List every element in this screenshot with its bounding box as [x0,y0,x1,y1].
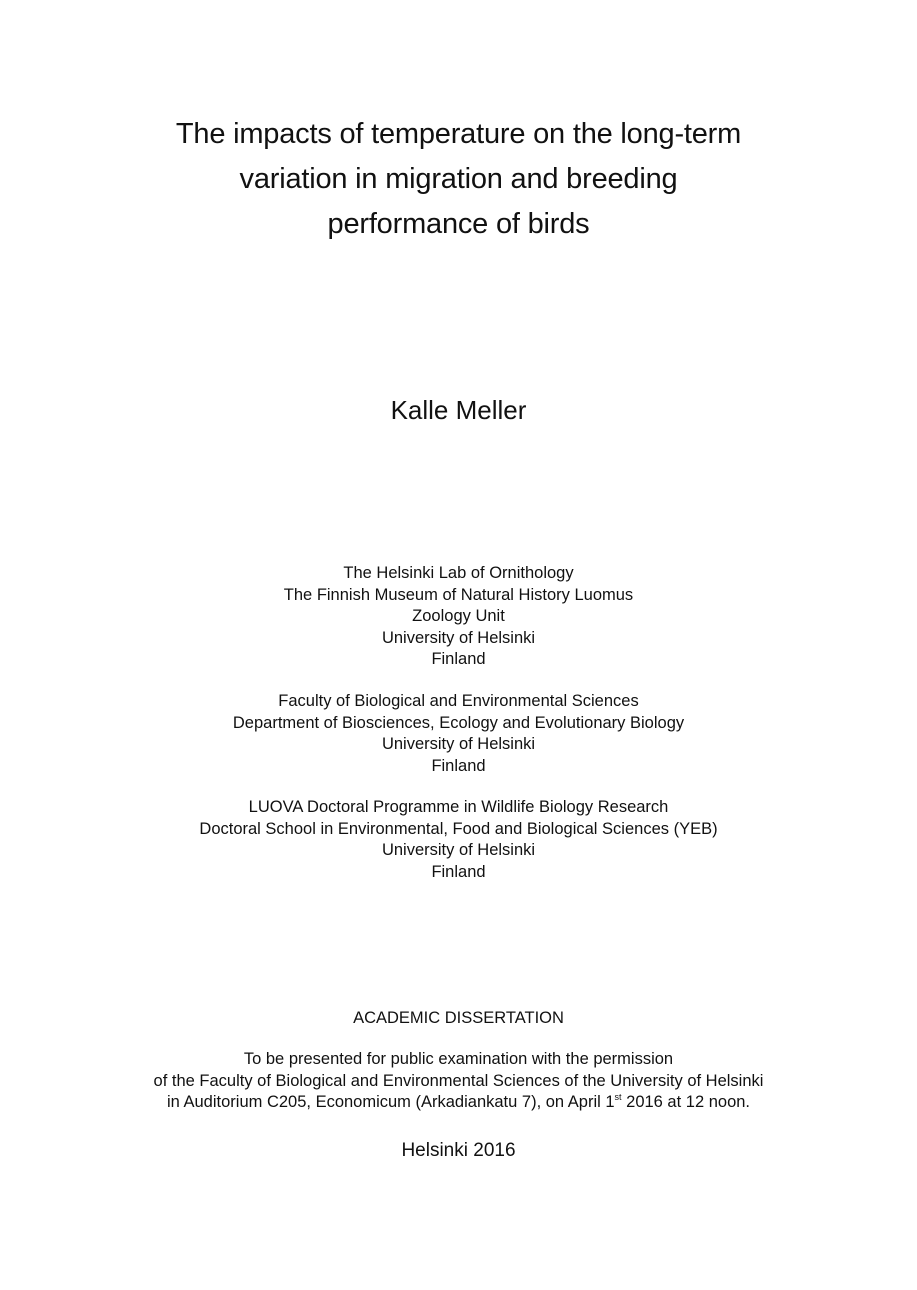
affiliation-line: The Finnish Museum of Natural History Luomus [283,585,634,604]
affiliation-line: Finland [431,650,486,668]
affiliation-line: The Helsinki Lab of Ornithology [343,564,574,582]
affiliation-line: LUOVA Doctoral Programme in Wildlife Biology Research [248,798,669,816]
title-line: performance of birds [327,208,590,240]
ordinal-suffix: st [614,1092,622,1102]
affiliation-line: Zoology Unit [412,607,505,625]
affiliation-block-faculty [0,691,917,777]
author-name: Kalle Meller [390,395,527,425]
dissertation-title [0,112,917,247]
affiliation-line: Finland [431,756,486,775]
affiliation-line: Department of Biosciences, Ecology and Evolutionary Biology [232,713,685,732]
affiliation-line: Doctoral School in Environmental, Food and Biological Sciences (YEB) [199,819,718,838]
notice-line: To be presented for public examination with the permission [243,1050,674,1068]
affiliation-line: University of Helsinki [381,735,536,753]
notice-line: of the Faculty of Biological and Environmental Sciences of the University of Helsinki [153,1071,764,1090]
place-and-year: Helsinki 2016 [401,1140,516,1161]
notice-time-text: 2016 at 12 noon. [621,1093,751,1111]
affiliation-line: University of Helsinki [381,841,536,859]
affiliation-block-doctoral-programme [0,797,917,883]
notice-date-text: in Auditorium C205, Economicum (Arkadiankatu 7), on April 1 [166,1093,615,1111]
dissertation-heading: ACADEMIC DISSERTATION [353,1009,564,1027]
title-line: The impacts of temperature on the long-term [175,118,742,150]
affiliation-block-lab [0,563,917,671]
affiliation-line: University of Helsinki [381,628,536,647]
affiliation-line: Faculty of Biological and Environmental Sciences [278,692,639,710]
notice-line-date [0,1092,917,1114]
examination-notice [0,1049,917,1114]
affiliation-line: Finland [431,862,486,881]
title-line: variation in migration and breeding [239,163,678,195]
